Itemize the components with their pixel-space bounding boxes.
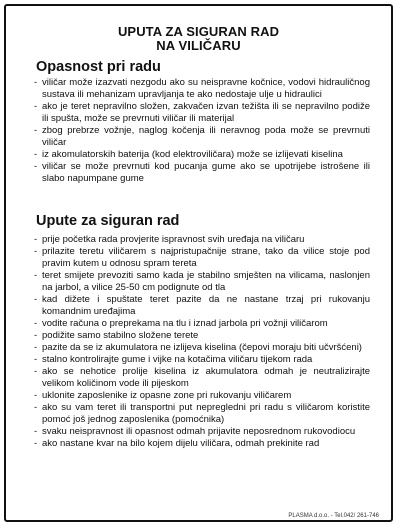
list-item-text: ako nastane kvar na bilo kojem dijelu viličara, odmah prekinite rad [42,438,320,449]
list-item-text: viličar se može prevrnuti kod pucanja gume ako se upotrijebe istrošene ili slabo napumpane gume [42,161,370,184]
list-item [34,390,370,402]
section-heading-safety-instructions: Upute za siguran rad [36,213,180,229]
list-item [34,161,370,185]
title-line-2: NA VILIČARU [156,38,241,53]
list-item-text: prije početka rada provjerite ispravnost svih uređaja na viličaru [42,234,305,245]
bullet-dash: - [34,149,38,160]
list-item-text: stalno kontrolirajte gume i vijke na kotačima viličaru tijekom rada [42,354,313,365]
bullet-dash: - [34,234,38,245]
list-item-text: svaku neispravnost ili opasnost odmah prijavite neposrednom rukovodiocu [42,426,356,437]
bullet-dash: - [34,101,38,112]
section-heading-hazards: Opasnost pri radu [36,59,161,75]
list-item [34,354,370,366]
list-item [34,246,370,270]
list-item [34,125,370,149]
safety-sign [4,4,393,522]
instructions-list [34,234,370,450]
bullet-dash: - [34,270,38,281]
list-item-text: zbog prebrze vožnje, naglog kočenja ili neravnog poda može se prevrnuti viličar [42,125,370,148]
list-item-text: teret smijete prevoziti samo kada je stabilno smješten na vilicama, naslonjen na jarbol, a vilice 25-50 cm podignute od tla [42,270,370,293]
bullet-dash: - [34,294,38,305]
list-item-text: viličar može izazvati nezgodu ako su neispravne kočnice, vodovi hidrauličnog sustava ili mehanizam upravljanja te ako nedostaje ulje u hidraulici [42,77,370,100]
list-item [34,294,370,318]
bullet-dash: - [34,330,38,341]
list-item-text: ako je teret nepravilno složen, zakvačen izvan težišta ili se nepravilno podiže ili spušta, može se prevrnuti viličar ili materijal [42,101,370,124]
bullet-dash: - [34,354,38,365]
list-item-text: uklonite zaposlenike iz opasne zone pri rukovanju viličarem [42,390,292,401]
list-item [34,330,370,342]
bullet-dash: - [34,246,38,257]
bullet-dash: - [34,402,38,413]
list-item [34,438,370,450]
bullet-dash: - [34,342,38,353]
list-item [34,342,370,354]
title-line-1: UPUTA ZA SIGURAN RAD [117,24,280,39]
bullet-dash: - [34,390,38,401]
bullet-dash: - [34,77,38,88]
list-item [34,318,370,330]
list-item [34,366,370,390]
list-item-text: pazite da se iz akumulatora ne izlijeva kiselina (čepovi moraju biti učvršćeni) [42,342,362,353]
list-item [34,426,370,438]
list-item-text: vodite računa o preprekama na tlu i iznad jarbola pri vožnji viličarom [42,318,328,329]
list-item-text: kad dižete i spuštate teret pazite da ne nastane trzaj pri rukovanju komandnim uređajima [42,294,370,317]
bullet-dash: - [34,438,38,449]
hazards-list [34,77,370,185]
list-item-text: prilazite teretu viličarem s najpristupačnije strane, tako da vilice stoje pod pravim kutem u odnosu spram tereta [42,246,370,269]
list-item-text: ako se nehotice prolije kiselina iz akumulatora odmah je neutralizirajte velikom količinom vode ili pijeskom [42,366,370,389]
bullet-dash: - [34,318,38,329]
list-item [34,101,370,125]
list-item [34,270,370,294]
bullet-dash: - [34,161,38,172]
bullet-dash: - [34,426,38,437]
footer-credit: PLASMA d.o.o. - Tel.042/ 261-746 [288,513,379,519]
list-item [34,402,370,426]
bullet-dash: - [34,366,38,377]
list-item [34,149,370,161]
list-item-text: podižite samo stabilno složene terete [42,330,199,341]
list-item-text: ako su vam teret ili transportni put nepregledni pri radu s viličarom koristite pomoć još jednog zaposlenika (pomoćnika) [42,402,370,425]
list-item [34,77,370,101]
bullet-dash: - [34,125,38,136]
list-item-text: iz akomulatorskih baterija (kod elektroviličara) može se izlijevati kiselina [42,149,343,160]
list-item [34,234,370,246]
